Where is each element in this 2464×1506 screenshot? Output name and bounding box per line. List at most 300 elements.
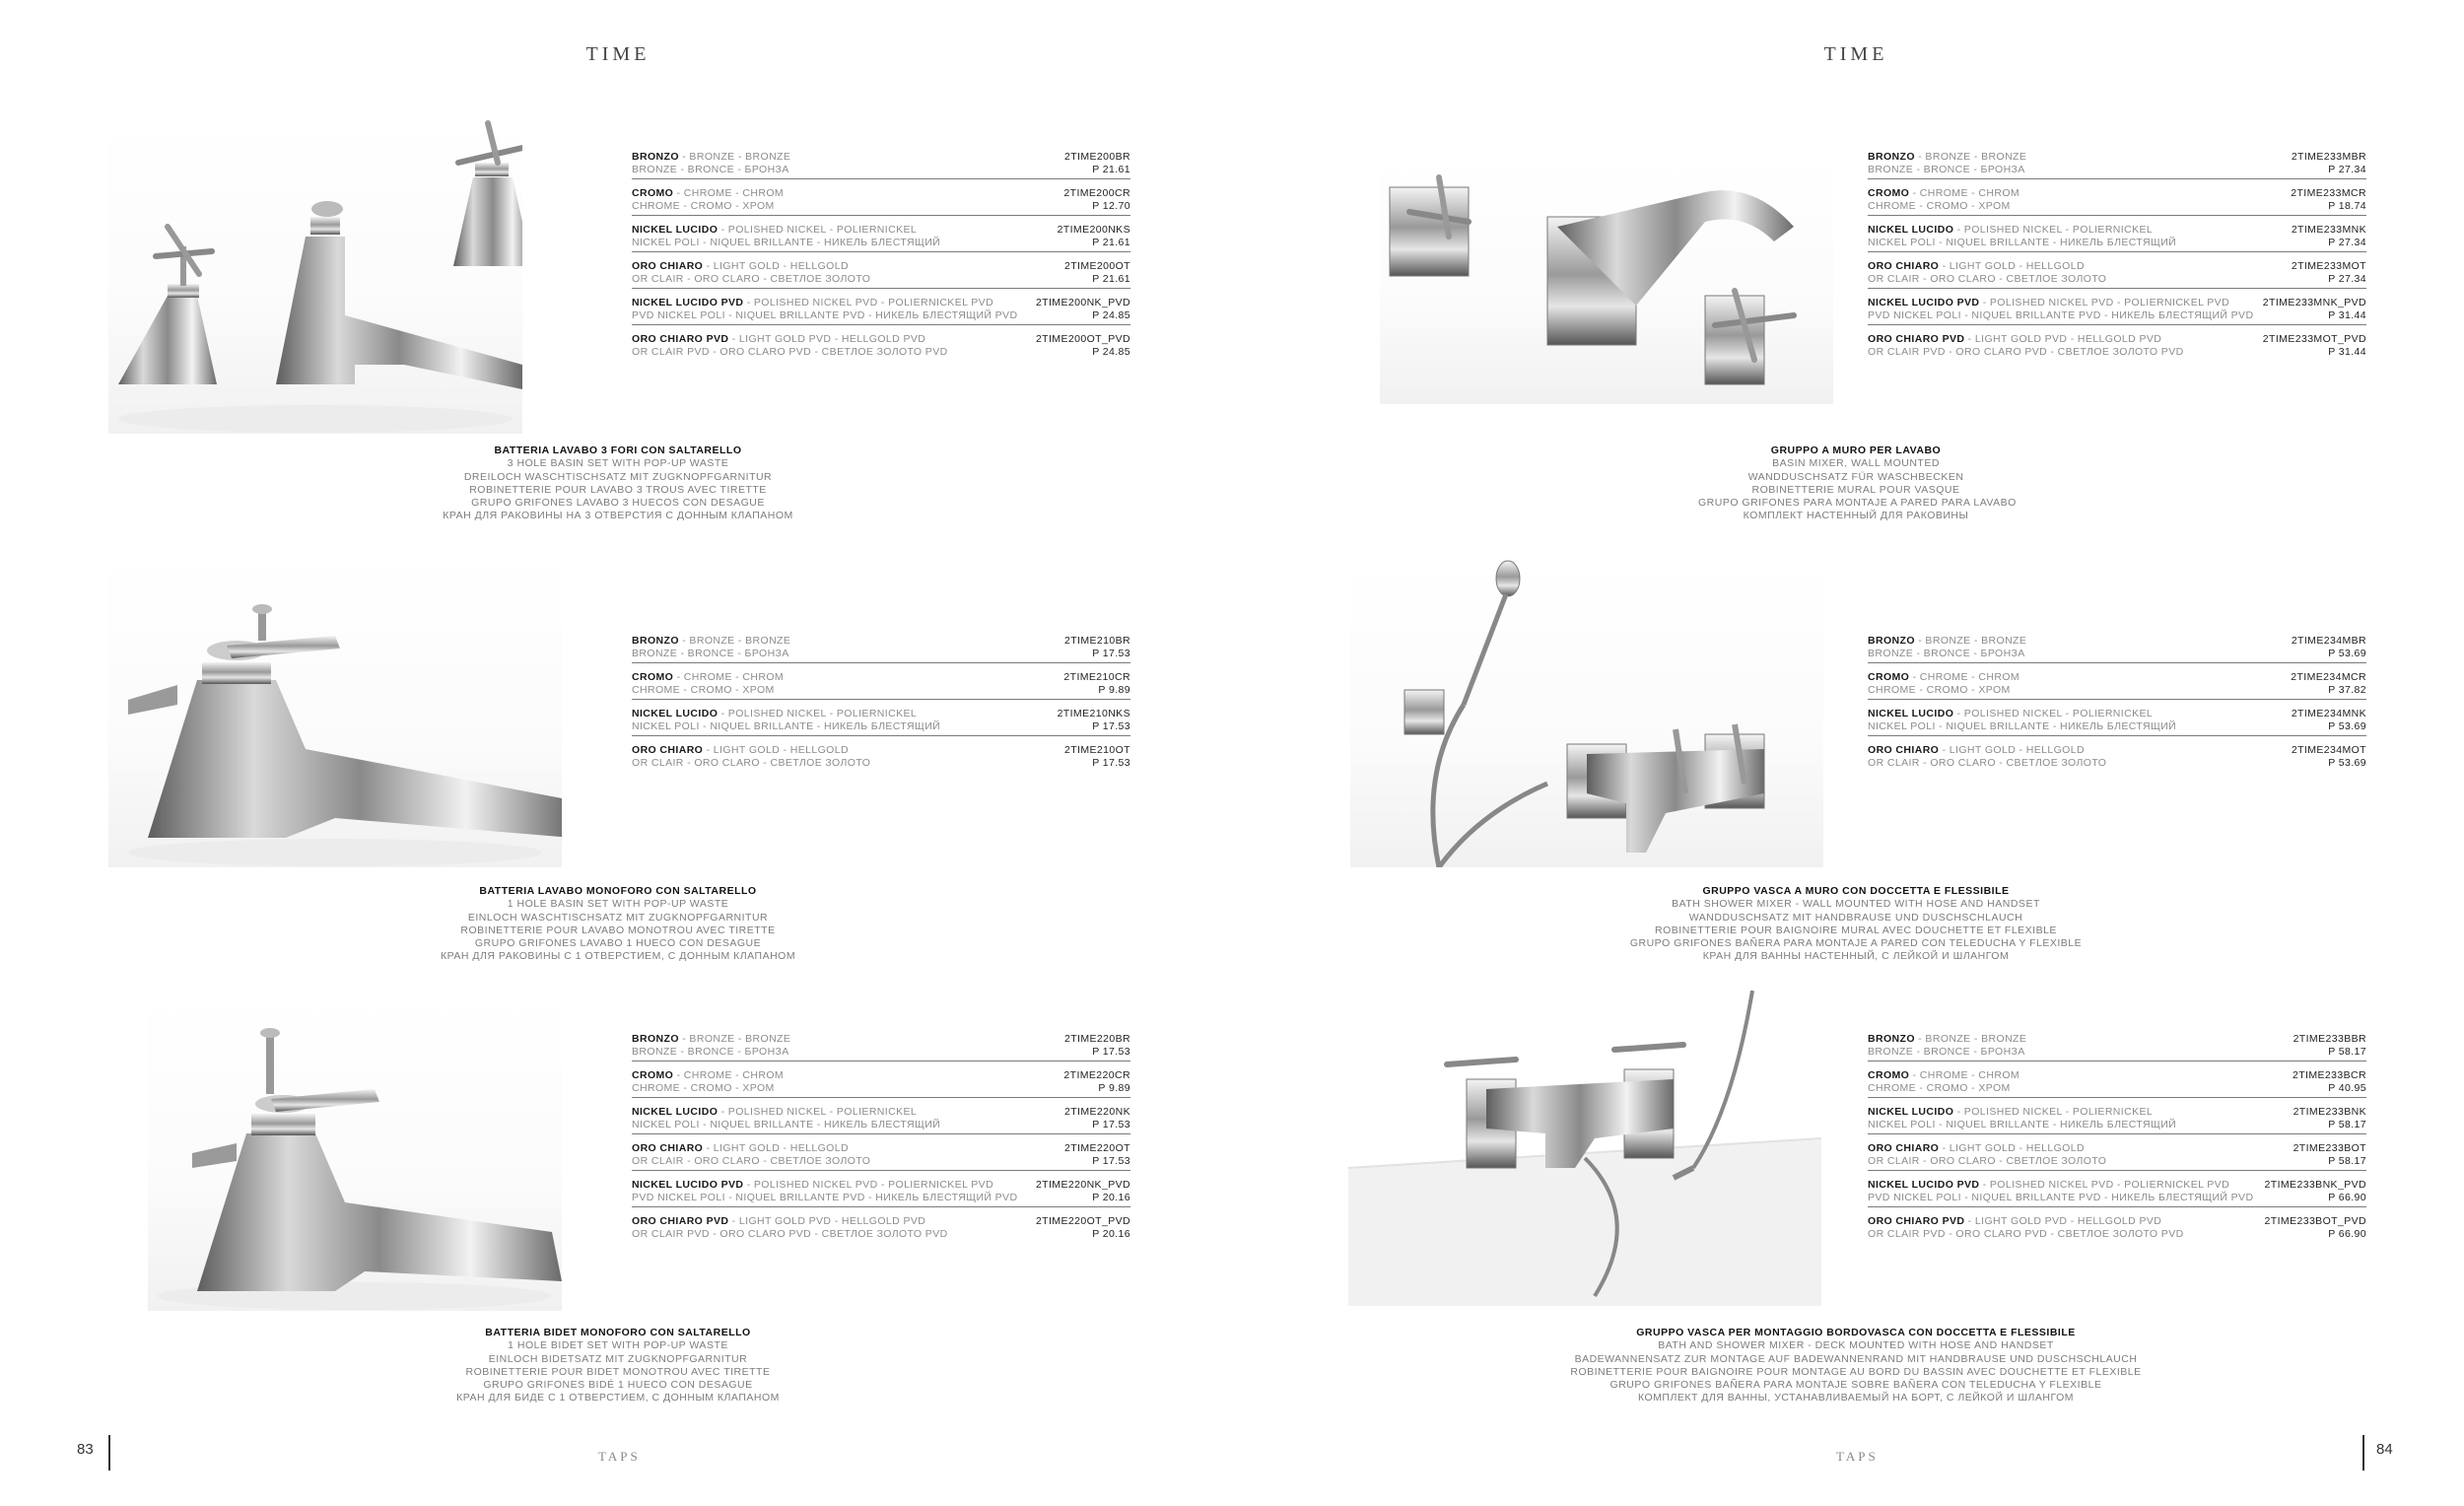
finish-description: [1868, 1033, 2026, 1058]
finish-row: [1868, 1069, 2366, 1098]
finish-name: CROMO: [1868, 671, 1910, 683]
finish-translations-line2: CHROME - CROMO - ХРОМ: [632, 683, 775, 696]
finish-row: [632, 1179, 1130, 1207]
finish-code-block: [1036, 1179, 1130, 1203]
finish-description: [1868, 1106, 2176, 1130]
finish-translations-line2: CHROME - CROMO - ХРОМ: [1868, 1081, 2011, 1094]
finish-row: [1868, 187, 2366, 216]
finish-translations-line2: BRONZE - BRONCE - БРОНЗА: [1868, 647, 2025, 659]
product-caption: [441, 1327, 795, 1405]
finish-description: [632, 1069, 784, 1094]
finish-description: [1868, 297, 2253, 321]
finish-name: NICKEL LUCIDO: [1868, 1106, 1954, 1118]
finish-name: NICKEL LUCIDO: [1868, 708, 1954, 719]
finish-code-block: [2293, 1142, 2366, 1167]
product-description-line: BADEWANNENSATZ ZUR MONTAGE AUF BADEWANNENRAND MIT HANDBRAUSE UND DUSCHSCHLAUCH: [1574, 1352, 2138, 1365]
product-price: P 27.34: [2328, 272, 2366, 285]
product-price: P 9.89: [1098, 683, 1130, 696]
product-price: P 21.61: [1092, 236, 1130, 248]
product-title: GRUPPO VASCA A MURO CON DOCCETTA E FLESSIBILE: [1702, 885, 2010, 897]
finish-translations-line1: - LIGHT GOLD PVD - HELLGOLD PVD: [1964, 1215, 2162, 1227]
product-description-line: КОМПЛЕКТ ДЛЯ ВАННЫ, УСТАНАВЛИВАЕМЫЙ НА БОРТ, С ЛЕЙКОЙ И ШЛАНГОМ: [1637, 1392, 2074, 1404]
finish-translations-line2: OR CLAIR PVD - ORO CLARO PVD - СВЕТЛОЕ ЗОЛОТО PVD: [1868, 1227, 2184, 1240]
finish-name: NICKEL LUCIDO PVD: [632, 1179, 744, 1191]
footer-divider-left: [108, 1435, 110, 1471]
product-code: 2TIME200OT: [1063, 260, 1130, 272]
product-price: P 17.53: [1092, 647, 1130, 659]
finish-code-block: [1063, 1069, 1130, 1094]
product-description-line: ROBINETTERIE POUR LAVABO 3 TROUS AVEC TIRETTE: [469, 483, 767, 496]
product-code: 2TIME234MBR: [2291, 635, 2366, 647]
finish-translations-line2: OR CLAIR PVD - ORO CLARO PVD - СВЕТЛОЕ ЗОЛОТО PVD: [632, 345, 948, 358]
finish-description: [632, 260, 870, 285]
finish-description: [632, 708, 940, 732]
product-code: 2TIME233MBR: [2291, 151, 2366, 163]
product-code: 2TIME220OT_PVD: [1035, 1215, 1130, 1227]
finish-list: [632, 635, 1130, 780]
product-code: 2TIME220CR: [1063, 1069, 1130, 1081]
finish-translations-line2: BRONZE - BRONCE - БРОНЗА: [632, 163, 789, 175]
product-code: 2TIME233BCR: [2292, 1069, 2366, 1081]
product-price: P 18.74: [2328, 199, 2366, 212]
finish-code-block: [1036, 297, 1130, 321]
finish-name: ORO CHIARO: [1868, 1142, 1940, 1154]
finish-code-block: [1064, 635, 1130, 659]
finish-row: [1868, 708, 2366, 736]
finish-row: [632, 1215, 1130, 1243]
finish-name: NICKEL LUCIDO: [632, 224, 719, 236]
finish-translations-line1: - LIGHT GOLD PVD - HELLGOLD PVD: [1964, 333, 2162, 345]
finish-code-block: [2291, 187, 2366, 212]
finish-translations-line2: BRONZE - BRONCE - БРОНЗА: [1868, 163, 2025, 175]
finish-code-block: [2293, 1106, 2366, 1130]
finish-description: [1868, 671, 2019, 696]
finish-translations-line2: PVD NICKEL POLI - NIQUEL BRILLANTE PVD - НИКЕЛЬ БЛЕСТЯЩИЙ PVD: [1868, 1191, 2254, 1203]
finish-code-block: [2265, 1215, 2366, 1240]
product-description-line: 1 HOLE BASIN SET WITH POP-UP WASTE: [507, 898, 729, 911]
finish-description: [1868, 1215, 2184, 1240]
finish-row: [632, 260, 1130, 289]
finish-translations-line2: NICKEL POLI - NIQUEL BRILLANTE - НИКЕЛЬ БЛЕСТЯЩИЙ: [1868, 236, 2177, 248]
finish-description: [1868, 224, 2176, 248]
finish-name: ORO CHIARO: [1868, 744, 1940, 756]
product-code: 2TIME210BR: [1063, 635, 1130, 647]
product-code: 2TIME234MOT: [2291, 744, 2366, 756]
finish-translations-line2: OR CLAIR - ORO CLARO - СВЕТЛОЕ ЗОЛОТО: [632, 756, 871, 769]
product-description-line: GRUPO GRIFONES PARA MONTAJE A PARED PARA LAVABO: [1698, 497, 2017, 510]
finish-translations-line1: - LIGHT GOLD - HELLGOLD: [703, 744, 849, 756]
product-code: 2TIME233MNK: [2291, 224, 2366, 236]
finish-name: ORO CHIARO: [632, 1142, 704, 1154]
finish-list: [632, 151, 1130, 369]
finish-description: [632, 635, 790, 659]
finish-row: [632, 187, 1130, 216]
finish-translations-line1: - BRONZE - BRONZE: [1914, 1033, 2027, 1045]
finish-name: ORO CHIARO PVD: [632, 1215, 729, 1227]
product-price: P 21.61: [1092, 272, 1130, 285]
finish-translations-line2: PVD NICKEL POLI - NIQUEL BRILLANTE PVD - НИКЕЛЬ БЛЕСТЯЩИЙ PVD: [1868, 308, 2254, 321]
finish-name: BRONZO: [632, 635, 679, 647]
product-code: 2TIME233MNK_PVD: [2262, 297, 2366, 308]
product-description-line: КОМПЛЕКТ НАСТЕННЫЙ ДЛЯ РАКОВИНЫ: [1743, 510, 1969, 522]
single-hole-basin-tap-image: [108, 552, 562, 867]
product-title: BATTERIA BIDET MONOFORO CON SALTARELLO: [485, 1327, 751, 1338]
finish-translations-line2: CHROME - CROMO - ХРОМ: [632, 1081, 775, 1094]
product-price: P 12.70: [1092, 199, 1130, 212]
product-description-line: КРАН ДЛЯ БИДЕ С 1 ОТВЕРСТИЕМ, С ДОННЫМ КЛАПАНОМ: [456, 1392, 780, 1404]
finish-description: [1868, 1069, 2019, 1094]
product-code: 2TIME200BR: [1063, 151, 1130, 163]
product-price: P 21.61: [1092, 163, 1130, 175]
finish-row: [1868, 1142, 2366, 1171]
product-code: 2TIME220NK_PVD: [1035, 1179, 1130, 1191]
finish-code-block: [2263, 297, 2366, 321]
product-code: 2TIME233MOT_PVD: [2262, 333, 2366, 345]
finish-translations-line1: - POLISHED NICKEL - POLIERNICKEL: [718, 1106, 918, 1118]
finish-translations-line1: - LIGHT GOLD - HELLGOLD: [703, 260, 849, 272]
product-price: P 58.17: [2328, 1118, 2366, 1130]
page-title-left: TIME: [585, 43, 650, 65]
finish-row: [632, 708, 1130, 736]
finish-row: [632, 1069, 1130, 1098]
finish-translations-line2: NICKEL POLI - NIQUEL BRILLANTE - НИКЕЛЬ БЛЕСТЯЩИЙ: [1868, 1118, 2177, 1130]
finish-description: [632, 1142, 870, 1167]
finish-code-block: [2263, 333, 2366, 358]
finish-name: BRONZO: [1868, 635, 1915, 647]
finish-name: NICKEL LUCIDO: [1868, 224, 1954, 236]
finish-code-block: [2292, 635, 2366, 659]
finish-row: [632, 151, 1130, 179]
finish-list: [1868, 1033, 2366, 1251]
finish-translations-line1: - POLISHED NICKEL PVD - POLIERNICKEL PVD: [743, 1179, 994, 1191]
product-title: BATTERIA LAVABO 3 FORI CON SALTARELLO: [494, 445, 742, 456]
finish-description: [632, 1033, 790, 1058]
product-price: P 53.69: [2328, 756, 2366, 769]
footer-divider-right: [2362, 1435, 2364, 1471]
finish-code-block: [2292, 744, 2366, 769]
finish-code-block: [2293, 1069, 2366, 1094]
finish-translations-line1: - CHROME - CHROM: [1909, 671, 2020, 683]
page-title-right: TIME: [1823, 43, 1888, 65]
product-code: 2TIME220BR: [1063, 1033, 1130, 1045]
finish-name: ORO CHIARO: [632, 260, 704, 272]
bidet-tap-image: [148, 995, 562, 1311]
finish-translations-line1: - LIGHT GOLD - HELLGOLD: [703, 1142, 849, 1154]
product-price: P 66.90: [2328, 1227, 2366, 1240]
page-number-left: 83: [77, 1441, 94, 1458]
finish-description: [632, 224, 940, 248]
finish-code-block: [1063, 671, 1130, 696]
product-description-line: DREILOCH WASCHTISCHSATZ MIT ZUGKNOPFGARNITUR: [463, 470, 773, 483]
finish-name: CROMO: [632, 671, 674, 683]
finish-translations-line1: - BRONZE - BRONZE: [1914, 635, 2027, 647]
finish-code-block: [1036, 333, 1130, 358]
finish-code-block: [1058, 708, 1130, 732]
product-price: P 20.16: [1092, 1227, 1130, 1240]
finish-row: [1868, 671, 2366, 700]
finish-code-block: [1064, 1106, 1130, 1130]
finish-row: [1868, 1106, 2366, 1134]
product-description-line: 1 HOLE BIDET SET WITH POP-UP WASTE: [508, 1339, 728, 1352]
finish-description: [1868, 635, 2026, 659]
finish-translations-line1: - POLISHED NICKEL - POLIERNICKEL: [1953, 224, 2154, 236]
product-price: P 17.53: [1092, 756, 1130, 769]
product-title: BATTERIA LAVABO MONOFORO CON SALTARELLO: [479, 885, 757, 897]
finish-name: CROMO: [1868, 187, 1910, 199]
finish-description: [632, 1179, 1017, 1203]
finish-code-block: [1064, 1142, 1130, 1167]
product-caption: [441, 885, 795, 964]
finish-name: BRONZO: [1868, 151, 1915, 163]
finish-name: NICKEL LUCIDO PVD: [632, 297, 744, 308]
finish-description: [1868, 1179, 2253, 1203]
finish-name: ORO CHIARO: [632, 744, 704, 756]
finish-translations-line2: OR CLAIR PVD - ORO CLARO PVD - СВЕТЛОЕ ЗОЛОТО PVD: [1868, 345, 2184, 358]
finish-name: CROMO: [1868, 1069, 1910, 1081]
finish-name: CROMO: [632, 187, 674, 199]
finish-description: [1868, 333, 2184, 358]
finish-description: [1868, 1142, 2106, 1167]
footer-section-right: TAPS: [1836, 1449, 1879, 1464]
finish-row: [1868, 1033, 2366, 1061]
finish-row: [1868, 635, 2366, 663]
product-price: P 17.53: [1092, 1045, 1130, 1058]
product-code: 2TIME200CR: [1063, 187, 1130, 199]
finish-row: [632, 333, 1130, 361]
finish-list: [632, 1033, 1130, 1251]
finish-translations-line2: OR CLAIR - ORO CLARO - СВЕТЛОЕ ЗОЛОТО: [1868, 1154, 2107, 1167]
product-price: P 53.69: [2328, 647, 2366, 659]
product-price: P 53.69: [2328, 719, 2366, 732]
finish-row: [632, 744, 1130, 772]
product-price: P 31.44: [2328, 308, 2366, 321]
finish-translations-line2: CHROME - CROMO - ХРОМ: [1868, 683, 2011, 696]
product-price: P 37.82: [2328, 683, 2366, 696]
finish-code-block: [1064, 1033, 1130, 1058]
finish-translations-line1: - BRONZE - BRONZE: [1914, 151, 2027, 163]
product-description-line: ROBINETTERIE MURAL POUR VASQUE: [1751, 483, 1960, 496]
finish-code-block: [2292, 224, 2366, 248]
finish-translations-line2: CHROME - CROMO - ХРОМ: [1868, 199, 2011, 212]
finish-row: [632, 1106, 1130, 1134]
finish-translations-line1: - LIGHT GOLD PVD - HELLGOLD PVD: [728, 1215, 926, 1227]
finish-translations-line1: - POLISHED NICKEL PVD - POLIERNICKEL PVD: [743, 297, 994, 308]
product-price: P 17.53: [1092, 1154, 1130, 1167]
finish-name: NICKEL LUCIDO: [632, 708, 719, 719]
finish-translations-line1: - CHROME - CHROM: [1909, 187, 2020, 199]
finish-row: [632, 224, 1130, 252]
finish-translations-line2: OR CLAIR PVD - ORO CLARO PVD - СВЕТЛОЕ ЗОЛОТО PVD: [632, 1227, 948, 1240]
product-description-line: ROBINETTERIE POUR BAIGNOIRE POUR MONTAGE AU BORD DU BASSIN AVEC DOUCHETTE ET FLEXIBLE: [1570, 1365, 2142, 1378]
finish-description: [1868, 744, 2106, 769]
finish-description: [632, 151, 790, 175]
product-code: 2TIME233BOT: [2293, 1142, 2366, 1154]
finish-translations-line2: NICKEL POLI - NIQUEL BRILLANTE - НИКЕЛЬ БЛЕСТЯЩИЙ: [632, 236, 941, 248]
product-title: GRUPPO A MURO PER LAVABO: [1770, 445, 1942, 456]
finish-description: [1868, 708, 2176, 732]
finish-description: [632, 333, 948, 358]
product-price: P 9.89: [1098, 1081, 1130, 1094]
finish-list: [1868, 635, 2366, 780]
product-code: 2TIME200OT_PVD: [1035, 333, 1130, 345]
finish-row: [632, 1142, 1130, 1171]
finish-translations-line2: NICKEL POLI - NIQUEL BRILLANTE - НИКЕЛЬ БЛЕСТЯЩИЙ: [632, 719, 941, 732]
product-description-line: 3 HOLE BASIN SET WITH POP-UP WASTE: [507, 457, 729, 470]
wall-mounted-basin-mixer-image: [1380, 158, 1833, 404]
finish-translations-line2: OR CLAIR - ORO CLARO - СВЕТЛОЕ ЗОЛОТО: [632, 1154, 871, 1167]
finish-row: [632, 297, 1130, 325]
product-price: P 24.85: [1092, 308, 1130, 321]
product-price: P 58.17: [2328, 1045, 2366, 1058]
finish-code-block: [2265, 1179, 2366, 1203]
finish-translations-line2: BRONZE - BRONCE - БРОНЗА: [632, 647, 789, 659]
finish-translations-line2: NICKEL POLI - NIQUEL BRILLANTE - НИКЕЛЬ БЛЕСТЯЩИЙ: [1868, 719, 2177, 732]
finish-translations-line2: PVD NICKEL POLI - NIQUEL BRILLANTE PVD - НИКЕЛЬ БЛЕСТЯЩИЙ PVD: [632, 308, 1018, 321]
finish-code-block: [1064, 744, 1130, 769]
product-description-line: EINLOCH WASCHTISCHSATZ MIT ZUGKNOPFGARNITUR: [467, 911, 769, 924]
product-price: P 31.44: [2328, 345, 2366, 358]
product-description-line: GRUPO GRIFONES BAÑERA PARA MONTAJE A PARED CON TELEDUCHA Y FLEXIBLE: [1629, 937, 2083, 950]
finish-translations-line1: - CHROME - CHROM: [673, 671, 785, 683]
product-description-line: КРАН ДЛЯ РАКОВИНЫ С 1 ОТВЕРСТИЕМ, С ДОННЫМ КЛАПАНОМ: [441, 950, 796, 963]
finish-translations-line1: - CHROME - CHROM: [1909, 1069, 2020, 1081]
finish-name: CROMO: [632, 1069, 674, 1081]
product-description-line: GRUPO GRIFONES BAÑERA PARA MONTAJE SOBRE BAÑERA CON TELEDUCHA Y FLEXIBLE: [1609, 1379, 2102, 1392]
finish-translations-line2: OR CLAIR - ORO CLARO - СВЕТЛОЕ ЗОЛОТО: [1868, 756, 2107, 769]
finish-code-block: [1064, 151, 1130, 175]
finish-code-block: [2291, 671, 2366, 696]
finish-translations-line1: - POLISHED NICKEL - POLIERNICKEL: [1953, 708, 2154, 719]
finish-name: ORO CHIARO: [1868, 260, 1940, 272]
finish-code-block: [1064, 260, 1130, 285]
finish-description: [632, 671, 784, 696]
product-price: P 20.16: [1092, 1191, 1130, 1203]
finish-translations-line1: - POLISHED NICKEL PVD - POLIERNICKEL PVD: [1979, 1179, 2230, 1191]
finish-translations-line2: OR CLAIR - ORO CLARO - СВЕТЛОЕ ЗОЛОТО: [1868, 272, 2107, 285]
product-price: P 40.95: [2328, 1081, 2366, 1094]
product-title: GRUPPO VASCA PER MONTAGGIO BORDOVASCA CON DOCCETTA E FLESSIBILE: [1636, 1327, 2076, 1338]
finish-translations-line1: - BRONZE - BRONZE: [678, 1033, 791, 1045]
finish-name: ORO CHIARO PVD: [632, 333, 729, 345]
finish-translations-line1: - LIGHT GOLD - HELLGOLD: [1939, 744, 2085, 756]
finish-description: [632, 744, 870, 769]
product-description-line: КРАН ДЛЯ РАКОВИНЫ НА 3 ОТВЕРСТИЯ С ДОННЫМ КЛАПАНОМ: [443, 510, 793, 522]
deck-bath-shower-mixer-image: [1348, 991, 1821, 1306]
finish-translations-line1: - CHROME - CHROM: [673, 1069, 785, 1081]
finish-row: [1868, 297, 2366, 325]
finish-translations-line1: - LIGHT GOLD - HELLGOLD: [1939, 1142, 2085, 1154]
finish-translations-line1: - POLISHED NICKEL - POLIERNICKEL: [1953, 1106, 2154, 1118]
product-caption: [441, 445, 795, 523]
product-caption: [1560, 1327, 2152, 1405]
product-caption: [1698, 445, 2017, 523]
finish-translations-line1: - POLISHED NICKEL - POLIERNICKEL: [718, 708, 918, 719]
product-code: 2TIME233BNK: [2293, 1106, 2366, 1118]
finish-name: BRONZO: [1868, 1033, 1915, 1045]
product-description-line: GRUPO GRIFONES LAVABO 3 HUECOS CON DESAGUE: [471, 497, 765, 510]
product-description-line: КРАН ДЛЯ ВАННЫ НАСТЕННЫЙ, С ЛЕЙКОЙ И ШЛАНГОМ: [1702, 950, 2010, 963]
product-code: 2TIME233BBR: [2293, 1033, 2366, 1045]
finish-row: [1868, 1179, 2366, 1207]
finish-translations-line1: - CHROME - CHROM: [673, 187, 785, 199]
three-hole-basin-tap-image: [108, 118, 522, 434]
product-description-line: EINLOCH BIDETSATZ MIT ZUGKNOPFGARNITUR: [488, 1352, 748, 1365]
finish-code-block: [2293, 1033, 2366, 1058]
finish-row: [1868, 744, 2366, 772]
finish-translations-line1: - BRONZE - BRONZE: [678, 635, 791, 647]
product-code: 2TIME234MNK: [2291, 708, 2366, 719]
product-price: P 27.34: [2328, 236, 2366, 248]
product-price: P 58.17: [2328, 1154, 2366, 1167]
finish-code-block: [2292, 260, 2366, 285]
product-code: 2TIME210OT: [1063, 744, 1130, 756]
product-caption: [1629, 885, 2083, 964]
finish-translations-line1: - BRONZE - BRONZE: [678, 151, 791, 163]
finish-name: BRONZO: [632, 1033, 679, 1045]
finish-name: NICKEL LUCIDO PVD: [1868, 297, 1980, 308]
product-code: 2TIME233BNK_PVD: [2264, 1179, 2366, 1191]
product-price: P 27.34: [2328, 163, 2366, 175]
product-description-line: ROBINETTERIE POUR BIDET MONOTROU AVEC TIRETTE: [465, 1365, 771, 1378]
finish-description: [1868, 187, 2019, 212]
finish-translations-line2: NICKEL POLI - NIQUEL BRILLANTE - НИКЕЛЬ БЛЕСТЯЩИЙ: [632, 1118, 941, 1130]
product-code: 2TIME220OT: [1063, 1142, 1130, 1154]
product-price: P 66.90: [2328, 1191, 2366, 1203]
finish-name: ORO CHIARO PVD: [1868, 333, 1965, 345]
product-code: 2TIME233MOT: [2291, 260, 2366, 272]
product-code: 2TIME233BOT_PVD: [2264, 1215, 2366, 1227]
product-description-line: BASIN MIXER, WALL MOUNTED: [1772, 457, 1940, 470]
product-code: 2TIME220NK: [1063, 1106, 1130, 1118]
finish-name: NICKEL LUCIDO: [632, 1106, 719, 1118]
product-code: 2TIME200NKS: [1057, 224, 1130, 236]
finish-description: [1868, 260, 2106, 285]
finish-translations-line1: - POLISHED NICKEL - POLIERNICKEL: [718, 224, 918, 236]
product-code: 2TIME234MCR: [2291, 671, 2366, 683]
finish-list: [1868, 151, 2366, 369]
finish-description: [632, 297, 1017, 321]
finish-name: ORO CHIARO PVD: [1868, 1215, 1965, 1227]
finish-name: BRONZO: [632, 151, 679, 163]
page-number-right: 84: [2376, 1441, 2393, 1458]
product-description-line: BATH AND SHOWER MIXER - DECK MOUNTED WITH HOSE AND HANDSET: [1658, 1339, 2054, 1352]
finish-row: [632, 1033, 1130, 1061]
finish-description: [1868, 151, 2026, 175]
product-price: P 17.53: [1092, 1118, 1130, 1130]
product-price: P 24.85: [1092, 345, 1130, 358]
product-code: 2TIME200NK_PVD: [1035, 297, 1130, 308]
product-description-line: BATH SHOWER MIXER - WALL MOUNTED WITH HOSE AND HANDSET: [1672, 898, 2040, 911]
product-description-line: WANDDUSCHSATZ MIT HANDBRAUSE UND DUSCHSCHLAUCH: [1688, 911, 2023, 924]
finish-row: [1868, 224, 2366, 252]
product-code: 2TIME233MCR: [2291, 187, 2366, 199]
product-price: P 17.53: [1092, 719, 1130, 732]
product-description-line: WANDDUSCHSATZ FÜR WASCHBECKEN: [1747, 470, 1964, 483]
finish-code-block: [2292, 708, 2366, 732]
finish-row: [1868, 1215, 2366, 1243]
finish-description: [632, 187, 784, 212]
finish-translations-line1: - LIGHT GOLD PVD - HELLGOLD PVD: [728, 333, 926, 345]
finish-translations-line2: OR CLAIR - ORO CLARO - СВЕТЛОЕ ЗОЛОТО: [632, 272, 871, 285]
product-code: 2TIME210CR: [1063, 671, 1130, 683]
finish-row: [632, 671, 1130, 700]
product-description-line: ROBINETTERIE POUR BAIGNOIRE MURAL AVEC DOUCHETTE ET FLEXIBLE: [1655, 924, 2057, 936]
finish-row: [632, 635, 1130, 663]
footer-section-left: TAPS: [598, 1449, 641, 1464]
product-description-line: ROBINETTERIE POUR LAVABO MONOTROU AVEC TIRETTE: [460, 924, 776, 936]
finish-name: NICKEL LUCIDO PVD: [1868, 1179, 1980, 1191]
finish-translations-line1: - LIGHT GOLD - HELLGOLD: [1939, 260, 2085, 272]
